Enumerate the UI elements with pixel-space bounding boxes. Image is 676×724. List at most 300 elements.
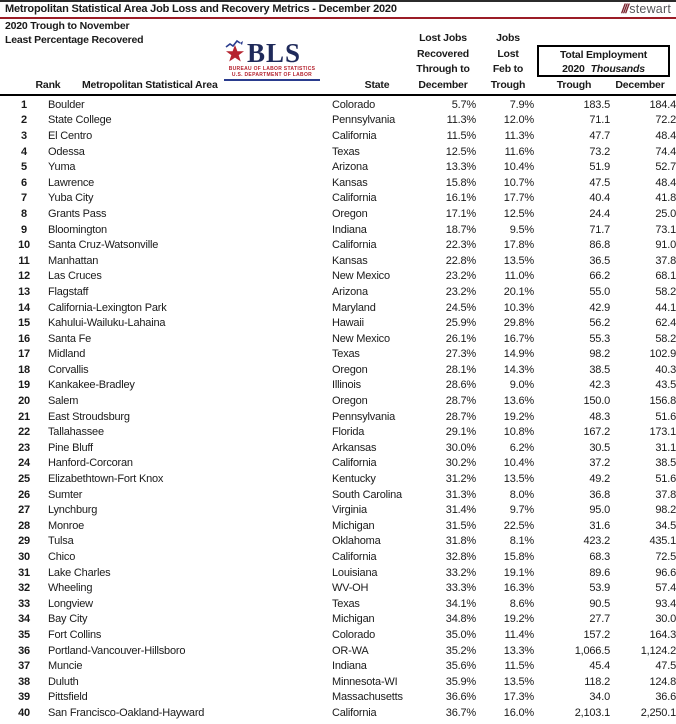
cell-recovered: 35.0% xyxy=(445,628,476,641)
cell-state: Texas xyxy=(332,145,360,158)
cell-trough: 86.8 xyxy=(589,239,610,252)
cell-lost: 10.4% xyxy=(503,161,534,174)
cell-msa: Hanford-Corcoran xyxy=(48,457,133,470)
cell-december: 36.6 xyxy=(655,691,676,704)
cell-rank: 5 xyxy=(21,161,27,174)
cell-trough: 36.5 xyxy=(589,254,610,267)
cell-msa: Flagstaff xyxy=(48,285,89,298)
cell-recovered: 33.2% xyxy=(445,566,476,579)
cell-msa: California-Lexington Park xyxy=(48,301,167,314)
cell-december: 40.3 xyxy=(655,363,676,376)
cell-lost: 11.3% xyxy=(504,129,534,142)
cell-recovered: 31.5% xyxy=(445,519,476,532)
cell-state: Pennsylvania xyxy=(332,410,396,423)
cell-lost: 17.7% xyxy=(503,192,534,205)
cell-rank: 40 xyxy=(18,706,30,719)
cell-state: Oregon xyxy=(332,363,368,376)
table-row xyxy=(0,549,676,565)
cell-state: Kentucky xyxy=(332,473,376,486)
cell-recovered: 35.2% xyxy=(445,644,476,657)
cell-rank: 13 xyxy=(18,285,30,298)
table-row xyxy=(0,487,676,503)
cell-december: 98.2 xyxy=(655,504,676,517)
cell-state: Texas xyxy=(332,348,360,361)
column-header-jobs-lost xyxy=(482,31,534,93)
cell-state: Pennsylvania xyxy=(332,114,396,127)
cell-rank: 19 xyxy=(18,379,30,392)
cell-recovered: 13.3% xyxy=(445,161,476,174)
header-line: Through to xyxy=(416,63,470,76)
table-row xyxy=(0,627,676,643)
msa-job-loss-table xyxy=(0,97,676,721)
stewart-logo-text: stewart xyxy=(629,2,671,16)
cell-december: 1,124.2 xyxy=(640,644,676,657)
cell-recovered: 11.5% xyxy=(446,129,476,142)
cell-trough: 90.5 xyxy=(589,597,610,610)
cell-msa: Lake Charles xyxy=(48,566,111,579)
cell-rank: 28 xyxy=(18,519,30,532)
cell-rank: 3 xyxy=(21,129,27,142)
cell-msa: El Centro xyxy=(48,129,93,142)
cell-rank: 6 xyxy=(21,176,27,189)
cell-lost: 19.1% xyxy=(503,566,534,579)
cell-lost: 22.5% xyxy=(503,519,534,532)
cell-trough: 37.2 xyxy=(589,457,610,470)
cell-recovered: 34.1% xyxy=(445,597,476,610)
cell-trough: 40.4 xyxy=(589,192,610,205)
table-row xyxy=(0,409,676,425)
cell-trough: 47.5 xyxy=(589,176,610,189)
bls-acronym: BLS xyxy=(247,38,302,68)
cell-trough: 30.5 xyxy=(589,441,610,454)
cell-rank: 21 xyxy=(18,410,30,423)
cell-rank: 36 xyxy=(18,644,30,657)
cell-trough: 71.7 xyxy=(589,223,610,236)
cell-lost: 16.0% xyxy=(503,706,534,719)
cell-december: 31.1 xyxy=(655,441,676,454)
cell-recovered: 29.1% xyxy=(445,426,476,439)
cell-trough: 49.2 xyxy=(589,473,610,486)
cell-december: 124.8 xyxy=(649,675,676,688)
cell-lost: 12.5% xyxy=(503,207,534,220)
cell-lost: 13.3% xyxy=(503,644,534,657)
cell-rank: 1 xyxy=(21,98,27,111)
cell-msa: Bay City xyxy=(48,613,88,626)
cell-trough: 53.9 xyxy=(589,582,610,595)
cell-lost: 9.0% xyxy=(509,379,534,392)
cell-recovered: 24.5% xyxy=(445,301,476,314)
cell-lost: 10.7% xyxy=(503,176,534,189)
cell-trough: 73.2 xyxy=(589,145,610,158)
cell-december: 164.3 xyxy=(649,628,676,641)
table-row xyxy=(0,175,676,191)
cell-december: 41.8 xyxy=(655,192,676,205)
cell-recovered: 28.7% xyxy=(445,395,476,408)
cell-lost: 11.6% xyxy=(504,145,534,158)
cell-recovered: 17.1% xyxy=(445,207,476,220)
cell-lost: 17.8% xyxy=(503,239,534,252)
bls-caption-dept: U.S. DEPARTMENT OF LABOR xyxy=(231,72,313,78)
header-line: Lost xyxy=(497,47,519,60)
cell-recovered: 36.6% xyxy=(445,691,476,704)
cell-lost: 9.5% xyxy=(509,223,534,236)
cell-rank: 16 xyxy=(18,332,30,345)
cell-state: California xyxy=(332,706,377,719)
cell-trough: 38.5 xyxy=(589,363,610,376)
cell-rank: 29 xyxy=(18,535,30,548)
cell-rank: 22 xyxy=(18,426,30,439)
cell-lost: 29.8% xyxy=(503,317,534,330)
cell-trough: 183.5 xyxy=(583,98,610,111)
cell-lost: 15.8% xyxy=(503,551,534,564)
cell-state: Maryland xyxy=(332,301,376,314)
cell-trough: 423.2 xyxy=(583,535,610,548)
table-row xyxy=(0,284,676,300)
cell-trough: 31.6 xyxy=(589,519,610,532)
table-row xyxy=(0,300,676,316)
cell-msa: Bloomington xyxy=(48,223,107,236)
cell-state: South Carolina xyxy=(332,488,402,501)
cell-state: California xyxy=(332,551,377,564)
cell-recovered: 34.8% xyxy=(445,613,476,626)
cell-december: 38.5 xyxy=(655,457,676,470)
cell-recovered: 31.8% xyxy=(445,535,476,548)
cell-msa: State College xyxy=(48,114,112,127)
cell-rank: 39 xyxy=(18,691,30,704)
cell-state: Hawaii xyxy=(332,317,364,330)
cell-msa: Wheeling xyxy=(48,582,93,595)
cell-trough: 89.6 xyxy=(589,566,610,579)
cell-december: 2,250.1 xyxy=(640,706,676,719)
cell-state: Virginia xyxy=(332,504,367,517)
cell-december: 93.4 xyxy=(655,597,676,610)
cell-rank: 17 xyxy=(18,348,30,361)
table-row xyxy=(0,596,676,612)
cell-rank: 20 xyxy=(18,395,30,408)
cell-lost: 7.9% xyxy=(509,98,534,111)
table-row xyxy=(0,456,676,472)
cell-recovered: 27.3% xyxy=(445,348,476,361)
cell-msa: Santa Cruz-Watsonville xyxy=(48,239,159,252)
table-row xyxy=(0,315,676,331)
cell-rank: 9 xyxy=(21,223,27,236)
total-employment-box xyxy=(537,45,670,77)
header-line: Feb to xyxy=(492,63,524,76)
stewart-slashes-icon: /// xyxy=(621,2,628,16)
cell-rank: 2 xyxy=(21,114,27,127)
cell-msa: Pittsfield xyxy=(48,691,88,704)
cell-rank: 27 xyxy=(18,504,30,517)
cell-lost: 19.2% xyxy=(503,410,534,423)
cell-msa: Yuma xyxy=(48,161,76,174)
cell-state: WV-OH xyxy=(332,582,369,595)
cell-state: California xyxy=(332,192,377,205)
cell-lost: 10.8% xyxy=(503,426,534,439)
cell-lost: 11.5% xyxy=(504,660,534,673)
table-row xyxy=(0,347,676,363)
cell-december: 156.8 xyxy=(649,395,676,408)
table-row xyxy=(0,159,676,175)
cell-state: Michigan xyxy=(332,613,375,626)
cell-recovered: 28.1% xyxy=(445,363,476,376)
cell-msa: Yuba City xyxy=(48,192,94,205)
cell-december: 184.4 xyxy=(649,98,676,111)
cell-recovered: 31.4% xyxy=(445,504,476,517)
cell-lost: 10.4% xyxy=(503,457,534,470)
cell-state: Louisiana xyxy=(332,566,378,579)
cell-trough: 98.2 xyxy=(589,348,610,361)
cell-trough: 48.3 xyxy=(589,410,610,423)
cell-recovered: 35.6% xyxy=(445,660,476,673)
cell-state: New Mexico xyxy=(332,332,390,345)
cell-december: 91.0 xyxy=(655,239,676,252)
cell-december: 48.4 xyxy=(655,176,676,189)
table-row xyxy=(0,424,676,440)
cell-msa: Chico xyxy=(48,551,76,564)
cell-lost: 16.7% xyxy=(503,332,534,345)
cell-rank: 25 xyxy=(18,473,30,486)
cell-trough: 2,103.1 xyxy=(574,706,610,719)
table-row xyxy=(0,502,676,518)
cell-recovered: 23.2% xyxy=(445,285,476,298)
cell-recovered: 26.1% xyxy=(445,332,476,345)
cell-msa: Fort Collins xyxy=(48,628,102,641)
cell-rank: 37 xyxy=(18,660,30,673)
table-row xyxy=(0,237,676,253)
cell-december: 72.2 xyxy=(655,114,676,127)
cell-state: OR-WA xyxy=(332,644,369,657)
cell-msa: Odessa xyxy=(48,145,85,158)
cell-msa: Corvallis xyxy=(48,363,89,376)
cell-msa: Pine Bluff xyxy=(48,441,93,454)
cell-december: 51.6 xyxy=(655,473,676,486)
cell-recovered: 18.7% xyxy=(445,223,476,236)
cell-december: 58.2 xyxy=(655,332,676,345)
cell-recovered: 28.7% xyxy=(445,410,476,423)
table-row xyxy=(0,705,676,721)
cell-msa: Lynchburg xyxy=(48,504,98,517)
cell-msa: Boulder xyxy=(48,98,85,111)
table-row xyxy=(0,690,676,706)
cell-trough: 150.0 xyxy=(583,395,610,408)
column-header-state: State xyxy=(364,78,390,91)
cell-msa: Manhattan xyxy=(48,254,99,267)
total-employment-year: 2020 xyxy=(562,63,585,75)
cell-msa: Longview xyxy=(48,597,93,610)
cell-december: 30.0 xyxy=(655,613,676,626)
cell-trough: 36.8 xyxy=(589,488,610,501)
cell-lost: 19.2% xyxy=(503,613,534,626)
cell-lost: 13.6% xyxy=(503,395,534,408)
cell-recovered: 16.1% xyxy=(445,192,476,205)
cell-recovered: 12.5% xyxy=(445,145,476,158)
cell-recovered: 23.2% xyxy=(445,270,476,283)
table-row xyxy=(0,128,676,144)
cell-december: 34.5 xyxy=(655,519,676,532)
cell-msa: San Francisco-Oakland-Hayward xyxy=(48,706,205,719)
cell-msa: Kankakee-Bradley xyxy=(48,379,135,392)
cell-trough: 95.0 xyxy=(589,504,610,517)
cell-rank: 4 xyxy=(21,145,27,158)
table-row xyxy=(0,565,676,581)
table-row xyxy=(0,191,676,207)
cell-msa: Muncie xyxy=(48,660,83,673)
table-row xyxy=(0,97,676,113)
cell-rank: 24 xyxy=(18,457,30,470)
cell-recovered: 28.6% xyxy=(445,379,476,392)
cell-rank: 10 xyxy=(18,239,30,252)
cell-lost: 17.3% xyxy=(503,691,534,704)
header-line: Lost Jobs xyxy=(419,32,467,45)
cell-rank: 30 xyxy=(18,551,30,564)
cell-state: Arizona xyxy=(332,285,368,298)
cell-recovered: 33.3% xyxy=(445,582,476,595)
cell-trough: 1,066.5 xyxy=(574,644,610,657)
column-header-trough: Trough xyxy=(556,78,592,91)
cell-rank: 15 xyxy=(18,317,30,330)
cell-december: 62.4 xyxy=(655,317,676,330)
cell-recovered: 25.9% xyxy=(445,317,476,330)
cell-rank: 8 xyxy=(21,207,27,220)
cell-state: Indiana xyxy=(332,660,367,673)
table-row xyxy=(0,658,676,674)
cell-december: 74.4 xyxy=(655,145,676,158)
cell-lost: 12.0% xyxy=(503,114,534,127)
title-bar xyxy=(0,2,676,17)
cell-december: 25.0 xyxy=(655,207,676,220)
cell-rank: 7 xyxy=(21,192,27,205)
cell-trough: 55.3 xyxy=(589,332,610,345)
cell-state: Kansas xyxy=(332,254,368,267)
cell-msa: Sumter xyxy=(48,488,83,501)
header-line: Jobs xyxy=(496,32,520,45)
table-row xyxy=(0,440,676,456)
cell-state: New Mexico xyxy=(332,270,390,283)
bls-logo xyxy=(224,39,334,81)
cell-lost: 11.0% xyxy=(504,270,534,283)
cell-recovered: 15.8% xyxy=(445,176,476,189)
cell-state: Florida xyxy=(332,426,365,439)
cell-recovered: 5.7% xyxy=(451,98,476,111)
cell-lost: 8.0% xyxy=(509,488,534,501)
cell-recovered: 36.7% xyxy=(445,706,476,719)
cell-december: 48.4 xyxy=(655,129,676,142)
cell-lost: 13.5% xyxy=(503,675,534,688)
table-row xyxy=(0,269,676,285)
cell-rank: 33 xyxy=(18,597,30,610)
cell-msa: Lawrence xyxy=(48,176,95,189)
table-body xyxy=(0,97,676,721)
cell-trough: 34.0 xyxy=(589,691,610,704)
cell-msa: Las Cruces xyxy=(48,270,102,283)
cell-december: 51.6 xyxy=(655,410,676,423)
cell-msa: Tulsa xyxy=(48,535,74,548)
cell-december: 57.4 xyxy=(655,582,676,595)
cell-lost: 20.1% xyxy=(503,285,534,298)
stewart-logo xyxy=(621,3,671,15)
cell-msa: Portland-Vancouver-Hillsboro xyxy=(48,644,186,657)
column-header-rank: Rank xyxy=(35,78,61,91)
cell-trough: 24.4 xyxy=(589,207,610,220)
cell-rank: 31 xyxy=(18,566,30,579)
cell-recovered: 11.3% xyxy=(446,114,476,127)
cell-recovered: 30.2% xyxy=(445,457,476,470)
cell-rank: 12 xyxy=(18,270,30,283)
cell-rank: 35 xyxy=(18,628,30,641)
cell-lost: 8.6% xyxy=(509,597,534,610)
cell-december: 47.5 xyxy=(655,660,676,673)
cell-december: 435.1 xyxy=(649,535,676,548)
cell-state: Minnesota-WI xyxy=(332,675,398,688)
cell-state: Oregon xyxy=(332,207,368,220)
header-line: Recovered xyxy=(417,47,469,60)
cell-state: Oregon xyxy=(332,395,368,408)
cell-trough: 167.2 xyxy=(583,426,610,439)
cell-msa: Elizabethtown-Fort Knox xyxy=(48,473,164,486)
cell-recovered: 22.3% xyxy=(445,239,476,252)
cell-msa: East Stroudsburg xyxy=(48,410,130,423)
cell-msa: Salem xyxy=(48,395,79,408)
table-row xyxy=(0,393,676,409)
cell-lost: 11.4% xyxy=(504,628,534,641)
total-employment-title: Total Employment xyxy=(559,49,648,61)
cell-december: 102.9 xyxy=(649,348,676,361)
header-line: Trough xyxy=(490,78,526,91)
cell-msa: Santa Fe xyxy=(48,332,92,345)
cell-lost: 16.3% xyxy=(503,582,534,595)
cell-rank: 26 xyxy=(18,488,30,501)
table-row xyxy=(0,206,676,222)
cell-msa: Monroe xyxy=(48,519,85,532)
cell-trough: 27.7 xyxy=(589,613,610,626)
cell-recovered: 30.0% xyxy=(445,441,476,454)
total-employment-unit: Thousands xyxy=(590,63,645,75)
cell-lost: 6.2% xyxy=(509,441,534,454)
cell-trough: 47.7 xyxy=(589,129,610,142)
column-header-december: December xyxy=(615,78,665,91)
cell-state: Arkansas xyxy=(332,441,377,454)
bls-star-icon xyxy=(224,39,246,65)
cell-rank: 11 xyxy=(18,254,30,267)
table-row xyxy=(0,222,676,238)
cell-rank: 23 xyxy=(18,441,30,454)
cell-state: California xyxy=(332,239,377,252)
cell-trough: 45.4 xyxy=(589,660,610,673)
cell-trough: 51.9 xyxy=(589,161,610,174)
cell-trough: 118.2 xyxy=(584,675,610,688)
cell-lost: 14.9% xyxy=(503,348,534,361)
cell-rank: 14 xyxy=(18,301,30,314)
cell-december: 96.6 xyxy=(655,566,676,579)
table-row xyxy=(0,362,676,378)
cell-recovered: 31.2% xyxy=(445,473,476,486)
cell-december: 173.1 xyxy=(649,426,676,439)
cell-rank: 38 xyxy=(18,675,30,688)
cell-msa: Duluth xyxy=(48,675,79,688)
cell-msa: Tallahassee xyxy=(48,426,104,439)
cell-state: Kansas xyxy=(332,176,368,189)
cell-state: Texas xyxy=(332,597,360,610)
table-row xyxy=(0,674,676,690)
cell-state: Oklahoma xyxy=(332,535,381,548)
cell-state: Colorado xyxy=(332,628,376,641)
table-row xyxy=(0,518,676,534)
report-subtitle-metric: Least Percentage Recovered xyxy=(5,34,144,46)
table-row xyxy=(0,378,676,394)
cell-lost: 13.5% xyxy=(503,254,534,267)
cell-msa: Midland xyxy=(48,348,86,361)
cell-lost: 13.5% xyxy=(503,473,534,486)
